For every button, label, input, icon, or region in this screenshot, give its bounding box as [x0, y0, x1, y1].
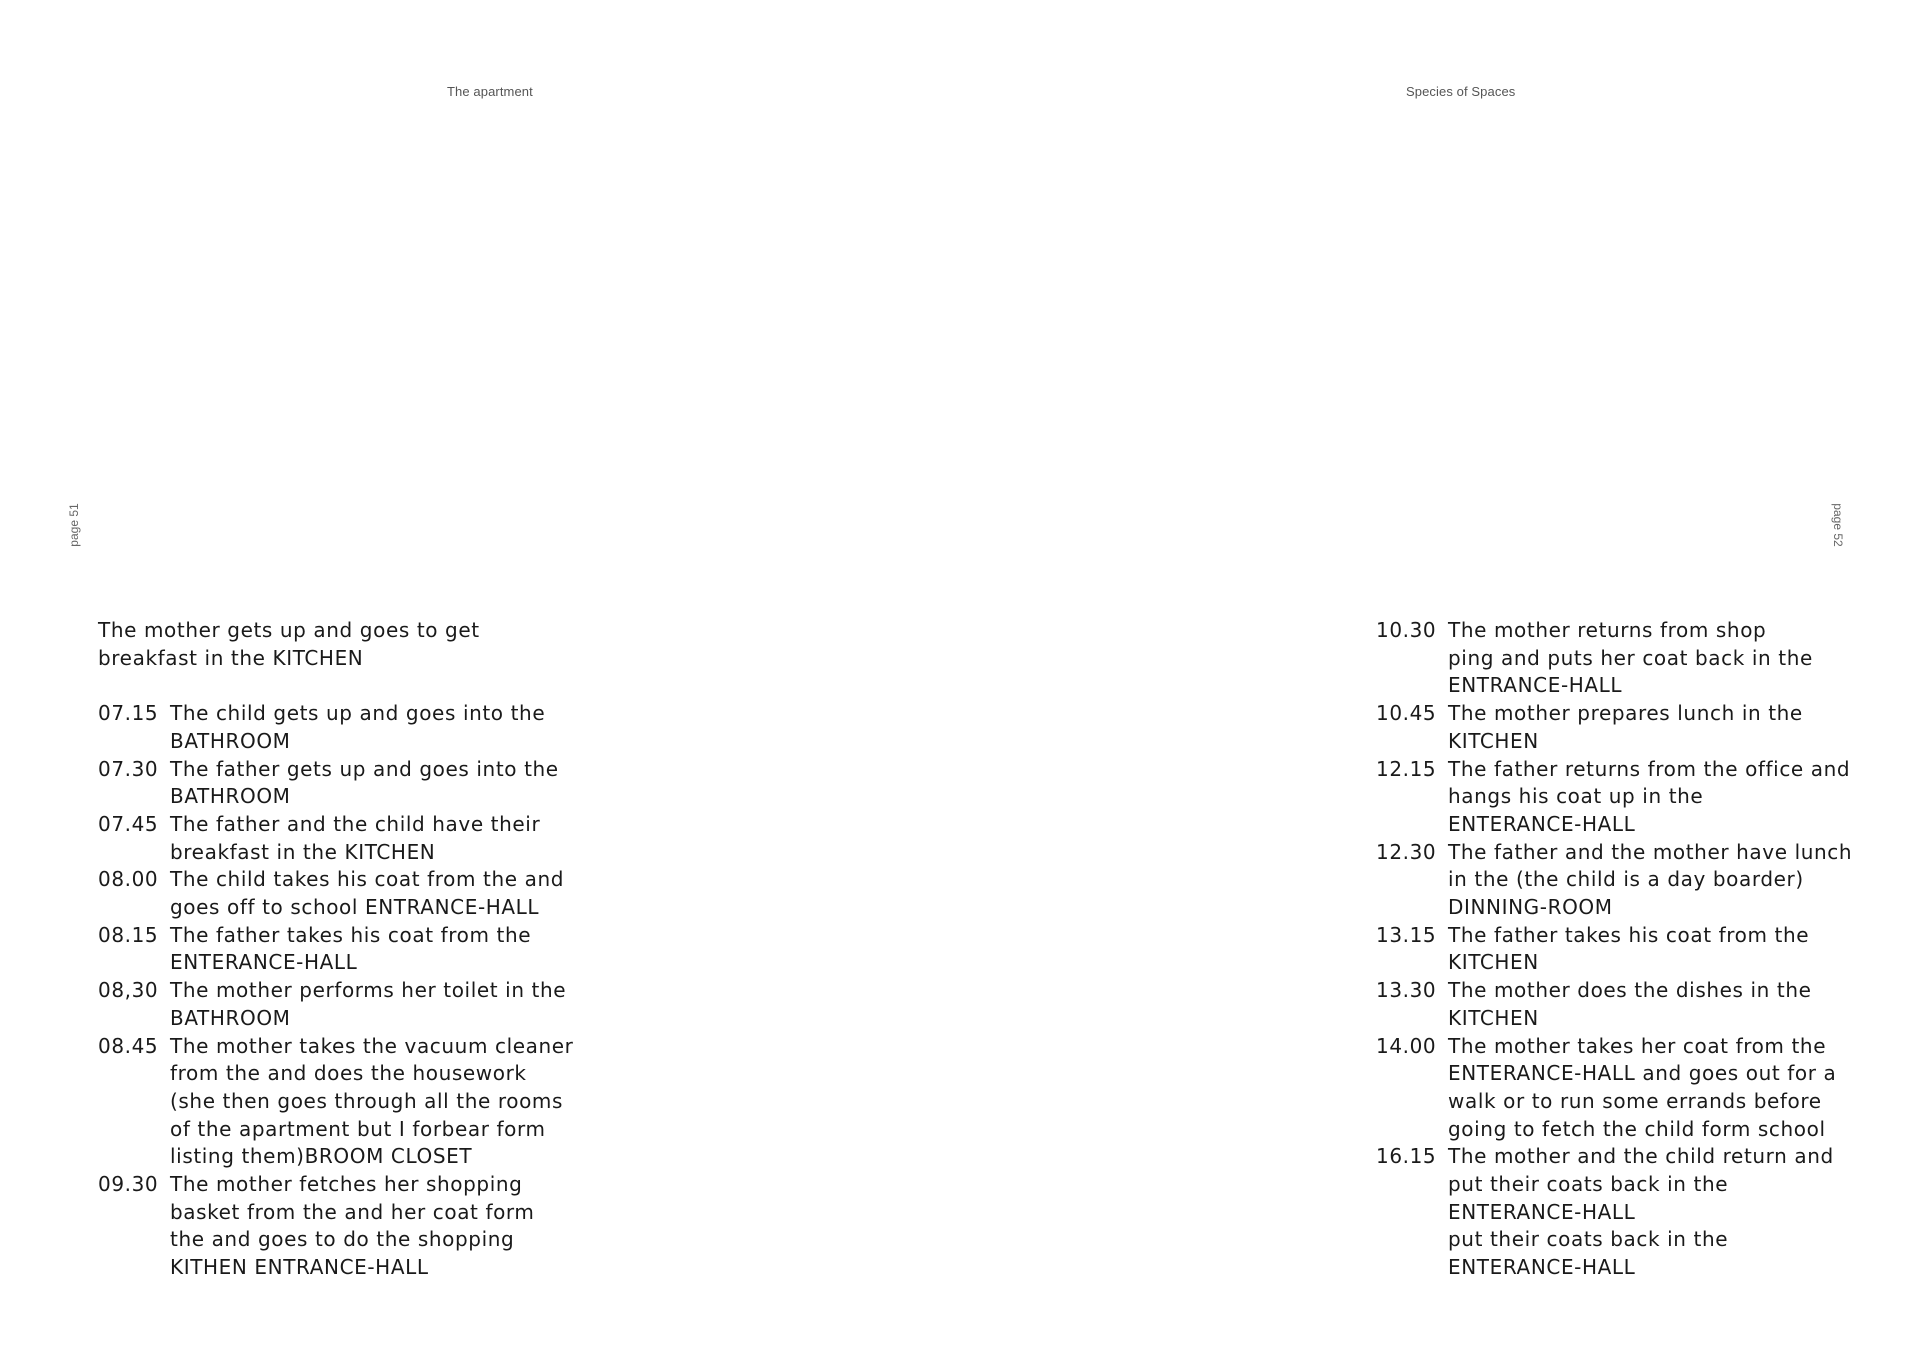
entry-text: The mother returns from shop ping and puts her coat back in the ENTRANCE-HALL	[1448, 618, 1813, 698]
right-body-text	[1376, 617, 1896, 1282]
entry-time: 12.30	[1376, 839, 1437, 864]
entry-text: The father returns from the office and hangs his coat up in the ENTERANCE-HALL	[1448, 756, 1851, 836]
entry-text: The mother fetches her shopping basket from the and her coat form the and goes to do the shopping KITHEN ENTRANCE-HALL	[170, 1172, 535, 1280]
entry-text: The mother takes her coat from the ENTERANCE-HALL and goes out for a walk or to run some errands before going to fetch the child form school	[1448, 1033, 1837, 1141]
schedule-entry	[98, 866, 598, 921]
schedule-entry	[1376, 839, 1896, 922]
schedule-entry	[1376, 756, 1896, 839]
schedule-entry	[98, 977, 598, 1032]
schedule-entry	[98, 1171, 598, 1282]
entry-time: 08.45	[98, 1033, 159, 1058]
left-body-text	[98, 617, 598, 1282]
entry-time: 10.45	[1376, 701, 1437, 726]
entry-time: 08.00	[98, 867, 159, 892]
left-running-header: The apartment	[447, 84, 533, 99]
entry-time: 07.30	[98, 756, 159, 781]
entry-time: 16.15	[1376, 1144, 1437, 1169]
left-page-number: page 51	[67, 503, 81, 547]
schedule-entry	[1376, 1033, 1896, 1144]
entry-text: The father and the child have their breakfast in the KITCHEN	[170, 811, 541, 864]
entry-time: 09.30	[98, 1172, 159, 1197]
schedule-entry	[1376, 617, 1896, 700]
entry-text: The father takes his coat from the KITCHEN	[1448, 922, 1810, 975]
entry-text: The father gets up and goes into the BATHROOM	[170, 756, 559, 809]
entry-time: 13.15	[1376, 922, 1437, 947]
right-page-number: page 52	[1831, 503, 1845, 547]
schedule-entry	[98, 922, 598, 977]
entry-time: 10.30	[1376, 618, 1437, 642]
entry-text: The child takes his coat from the and goes off to school ENTRANCE-HALL	[170, 867, 565, 920]
schedule-entry	[98, 1033, 598, 1172]
schedule-entry	[98, 811, 598, 866]
right-page	[960, 0, 1920, 1362]
schedule-entry	[1376, 1143, 1896, 1282]
entry-text: The mother prepares lunch in the KITCHEN	[1448, 701, 1803, 753]
entry-time: 07.15	[98, 701, 159, 726]
entry-time: 08,30	[98, 978, 159, 1003]
entry-time: 08.15	[98, 922, 159, 947]
right-running-header: Species of Spaces	[1406, 84, 1516, 99]
schedule-entry	[98, 700, 598, 755]
entry-text: The father takes his coat from the ENTERANCE-HALL	[170, 922, 532, 975]
entry-text: The child gets up and goes into the BATHROOM	[170, 701, 546, 753]
schedule-entry	[1376, 700, 1896, 755]
entry-text: The mother performs her toilet in the BATHROOM	[170, 978, 567, 1030]
entry-text: The mother takes the vacuum cleaner from the and does the housework (she then goes through all the rooms of the apartment but I forbear form listing them)BROOM CLOSET	[170, 1033, 574, 1169]
entry-text: The mother does the dishes in the KITCHEN	[1448, 978, 1812, 1030]
schedule-entry	[1376, 922, 1896, 977]
left-schedule-list	[98, 700, 598, 1282]
schedule-entry	[98, 756, 598, 811]
entry-time: 07.45	[98, 811, 159, 836]
entry-text: The father and the mother have lunch in the (the child is a day boarder) DINNING-ROOM	[1448, 839, 1853, 920]
schedule-entry	[1376, 977, 1896, 1032]
intro-paragraph: The mother gets up and goes to get breakfast in the KITCHEN	[98, 618, 480, 670]
entry-time: 13.30	[1376, 978, 1437, 1003]
entry-time: 12.15	[1376, 756, 1437, 781]
right-schedule-list	[1376, 617, 1896, 1282]
entry-text: The mother and the child return and put their coats back in the ENTERANCE-HALL put their coats back in the ENTERANCE-HALL	[1448, 1144, 1834, 1280]
entry-time: 14.00	[1376, 1033, 1437, 1058]
